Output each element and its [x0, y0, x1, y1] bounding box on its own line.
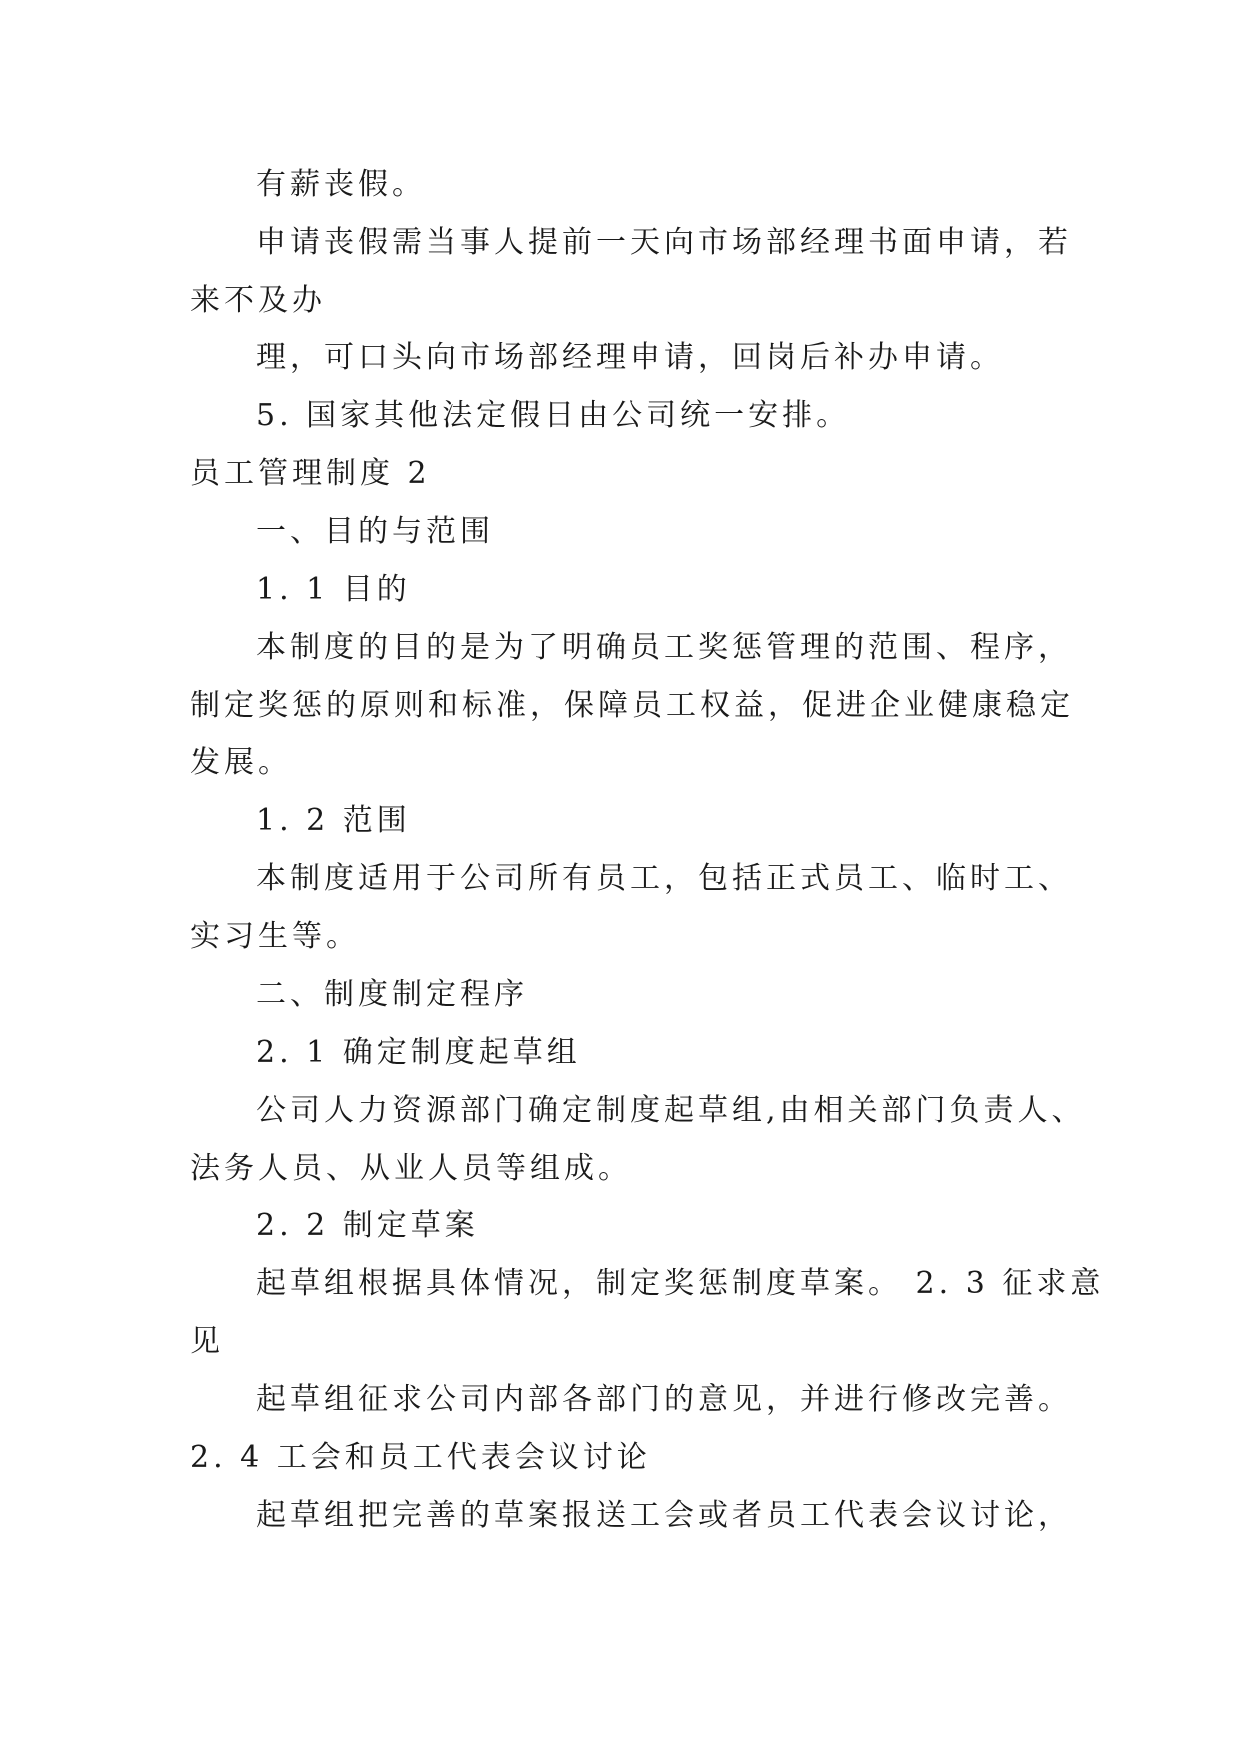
paragraph-line: 5. 国家其他法定假日由公司统一安排。	[256, 398, 851, 433]
paragraph-line: 发展。	[190, 745, 292, 780]
paragraph-line: 理，可口头向市场部经理申请，回岗后补办申请。	[256, 340, 1004, 375]
paragraph-line: 制定奖惩的原则和标准，保障员工权益，促进企业健康稳定	[190, 688, 1074, 723]
paragraph-line: 公司人力资源部门确定制度起草组,由相关部门负责人、	[256, 1093, 1086, 1128]
heading-line: 2. 1 确定制度起草组	[256, 1035, 581, 1070]
paragraph-line: 实习生等。	[190, 919, 360, 954]
paragraph-line: 起草组征求公司内部各部门的意见，并进行修改完善。	[256, 1382, 1072, 1417]
paragraph-line: 起草组把完善的草案报送工会或者员工代表会议讨论，	[256, 1498, 1072, 1533]
paragraph-line: 法务人员、从业人员等组成。	[190, 1151, 632, 1186]
paragraph-line: 本制度适用于公司所有员工，包括正式员工、临时工、	[256, 861, 1072, 896]
paragraph-line: 申请丧假需当事人提前一天向市场部经理书面申请，若	[256, 225, 1072, 260]
paragraph-line: 见	[190, 1324, 224, 1359]
heading-line: 二、制度制定程序	[256, 977, 528, 1012]
heading-line: 1. 2 范围	[256, 803, 411, 838]
heading-line: 一、目的与范围	[256, 514, 494, 549]
heading-line: 2. 2 制定草案	[256, 1208, 479, 1243]
heading-line: 1. 1 目的	[256, 572, 411, 607]
paragraph-line: 来不及办	[190, 283, 326, 318]
section-title: 员工管理制度 2	[190, 456, 431, 491]
paragraph-line: 起草组根据具体情况，制定奖惩制度草案。 2. 3 征求意	[256, 1266, 1105, 1301]
paragraph-line: 有薪丧假。	[256, 167, 426, 202]
paragraph-line: 本制度的目的是为了明确员工奖惩管理的范围、程序，	[256, 630, 1072, 665]
heading-line: 2. 4 工会和员工代表会议讨论	[190, 1440, 651, 1475]
